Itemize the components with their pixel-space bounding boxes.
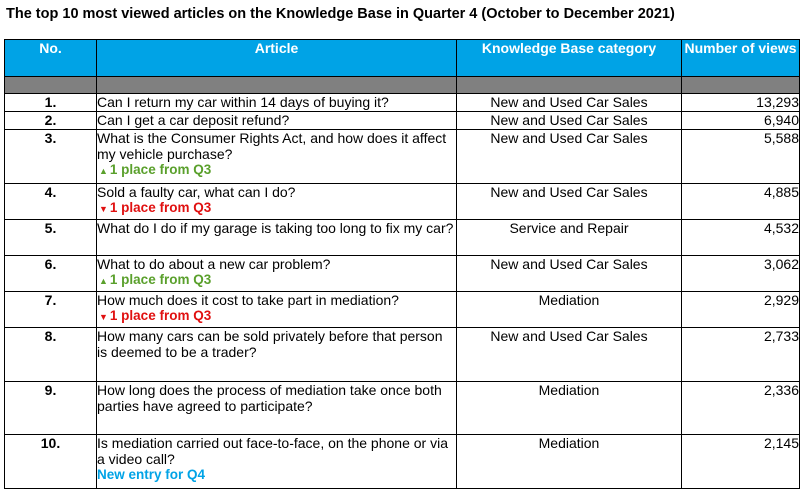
article-cell <box>97 130 457 184</box>
views-cell: 4,885 <box>682 184 800 220</box>
article-link[interactable]: How long does the process of mediation take once both parties have agreed to participate? <box>97 382 457 435</box>
views-cell: 2,929 <box>682 292 800 328</box>
table-row <box>5 130 800 184</box>
article-cell <box>97 435 457 489</box>
top-articles-table <box>4 39 800 489</box>
views-cell: 2,336 <box>682 382 800 435</box>
header-category: Knowledge Base category <box>457 40 682 77</box>
header-views: Number of views <box>682 40 800 77</box>
rank-change-text: 1 place from Q3 <box>109 200 212 215</box>
table-row <box>5 292 800 328</box>
page-title: The top 10 most viewed articles on the Knowledge Base in Quarter 4 (October to December 2021) <box>6 6 675 22</box>
rank-change-up <box>97 272 456 289</box>
article-link[interactable]: What do I do if my garage is taking too long to fix my car? <box>97 220 457 256</box>
article-cell <box>97 256 457 292</box>
article-link[interactable]: What to do about a new car problem? <box>97 256 331 272</box>
arrow-down-icon: ▼ <box>99 312 108 322</box>
views-cell: 13,293 <box>682 94 800 112</box>
article-link[interactable]: Sold a faulty car, what can I do? <box>97 184 296 200</box>
category-cell: Mediation <box>457 435 682 489</box>
rank-cell: 4. <box>5 184 97 220</box>
article-link[interactable]: Can I get a car deposit refund? <box>97 112 457 130</box>
article-link[interactable]: Is mediation carried out face-to-face, on the phone or via a video call? <box>97 435 448 467</box>
arrow-down-icon: ▼ <box>99 204 108 214</box>
article-link[interactable]: How much does it cost to take part in mediation? <box>97 292 399 308</box>
rank-cell: 7. <box>5 292 97 328</box>
rank-cell: 2. <box>5 112 97 130</box>
table-row <box>5 112 800 130</box>
rank-cell: 10. <box>5 435 97 489</box>
rank-cell: 3. <box>5 130 97 184</box>
views-cell: 2,733 <box>682 328 800 382</box>
article-link[interactable]: Can I return my car within 14 days of buying it? <box>97 94 457 112</box>
article-link[interactable]: What is the Consumer Rights Act, and how does it affect my vehicle purchase? <box>97 130 447 162</box>
rank-cell: 5. <box>5 220 97 256</box>
category-cell: New and Used Car Sales <box>457 94 682 112</box>
table-row <box>5 94 800 112</box>
article-cell <box>97 184 457 220</box>
article-link[interactable]: How many cars can be sold privately before that person is deemed to be a trader? <box>97 328 457 382</box>
category-cell: New and Used Car Sales <box>457 112 682 130</box>
separator-row <box>5 77 800 94</box>
table-row <box>5 256 800 292</box>
header-article: Article <box>97 40 457 77</box>
rank-cell: 9. <box>5 382 97 435</box>
category-cell: Mediation <box>457 292 682 328</box>
rank-change-down <box>97 200 456 217</box>
table-row <box>5 184 800 220</box>
rank-change-up <box>97 162 456 179</box>
table-header-row <box>5 40 800 77</box>
rank-cell: 6. <box>5 256 97 292</box>
table-row <box>5 382 800 435</box>
table-row <box>5 328 800 382</box>
header-no: No. <box>5 40 97 77</box>
rank-change-text: 1 place from Q3 <box>109 308 212 323</box>
category-cell: New and Used Car Sales <box>457 328 682 382</box>
rank-cell: 1. <box>5 94 97 112</box>
rank-change-text: 1 place from Q3 <box>109 272 212 287</box>
views-cell: 4,532 <box>682 220 800 256</box>
rank-change-text: 1 place from Q3 <box>109 162 212 177</box>
rank-cell: 8. <box>5 328 97 382</box>
views-cell: 3,062 <box>682 256 800 292</box>
arrow-up-icon: ▲ <box>99 276 108 286</box>
article-cell <box>97 292 457 328</box>
category-cell: New and Used Car Sales <box>457 184 682 220</box>
table-row <box>5 220 800 256</box>
rank-change-down <box>97 308 456 325</box>
table-row <box>5 435 800 489</box>
views-cell: 5,588 <box>682 130 800 184</box>
new-entry-badge: New entry for Q4 <box>97 467 206 482</box>
category-cell: Mediation <box>457 382 682 435</box>
arrow-up-icon: ▲ <box>99 166 108 176</box>
views-cell: 6,940 <box>682 112 800 130</box>
category-cell: New and Used Car Sales <box>457 256 682 292</box>
category-cell: Service and Repair <box>457 220 682 256</box>
category-cell: New and Used Car Sales <box>457 130 682 184</box>
views-cell: 2,145 <box>682 435 800 489</box>
